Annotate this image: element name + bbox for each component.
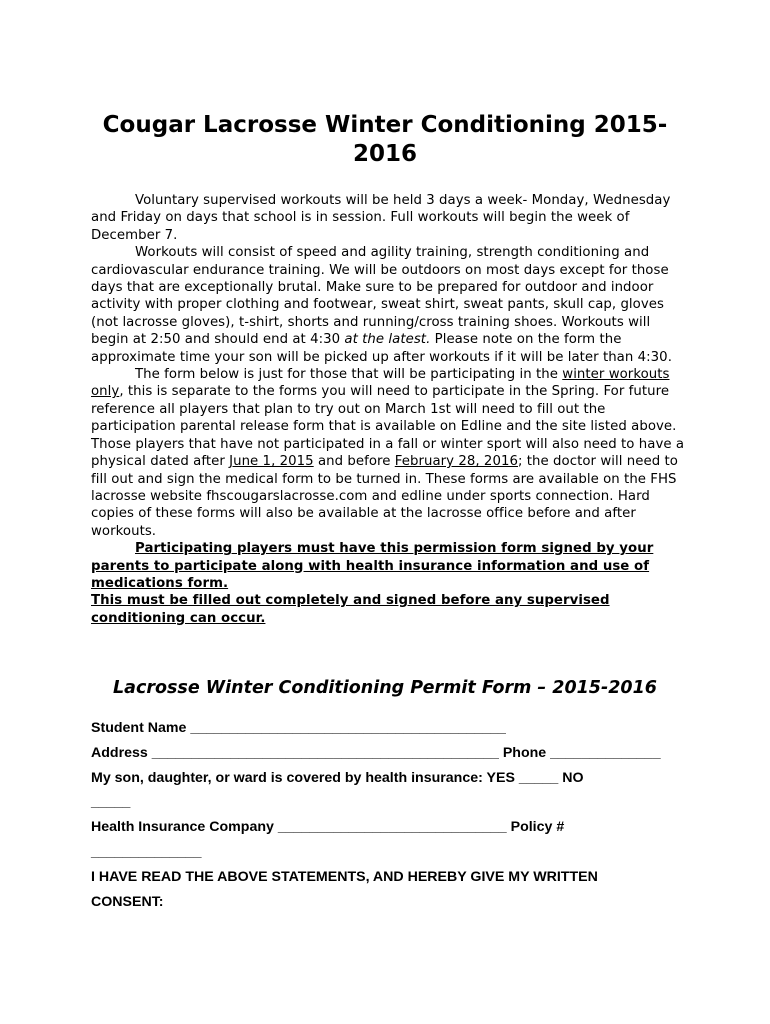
insurance-company-line-continued: ______________: [91, 843, 202, 860]
health-insurance-line-continued: _____: [91, 794, 131, 811]
bold-notice-completion: This must be filled out completely and signed before any supervised conditioning can occur.: [91, 593, 610, 626]
address-phone-line: Address ____________________________________________ Phone ______________: [91, 744, 661, 761]
italic-text: at the latest.: [344, 332, 431, 348]
consent-statement-continued: CONSENT:: [91, 893, 164, 910]
underlined-date: June 1, 2015: [229, 454, 314, 470]
paragraph-workout-schedule: Voluntary supervised workouts will be held 3 days a week- Monday, Wednesday and Friday on days that school is in session. Full workouts will begin the week of December 7.: [91, 193, 671, 243]
underlined-text: winter workouts only: [91, 367, 670, 400]
text-run: The form below is just for those that will be participating in the: [135, 367, 563, 383]
paragraph-workout-content: [91, 244, 691, 366]
health-insurance-line: My son, daughter, or ward is covered by health insurance: YES _____ NO: [91, 769, 584, 786]
student-name-line: Student Name ________________________________________: [91, 720, 506, 736]
permit-form-fields: [91, 716, 691, 914]
text-run: Please note on the form the approximate time your son will be picked up after workouts if it will be later than 4:30.: [91, 332, 672, 365]
consent-statement: I HAVE READ THE ABOVE STATEMENTS, AND HEREBY GIVE MY WRITTEN: [91, 868, 598, 885]
text-run: ; the doctor will need to fill out and sign the medical form to be turned in. These forms are available on the FHS lacrosse website fhscougarslacrosse.com and edline under sports connection. Hard copies of these forms will also be available at the lacrosse office before and after workouts.: [91, 454, 678, 539]
bold-notice-permission: Participating players must have this permission form signed by your parents to participate along with health insurance information and use of medications form.: [91, 541, 654, 591]
page-title: Cougar Lacrosse Winter Conditioning 2015-2016: [102, 112, 668, 167]
document-body: [91, 192, 691, 627]
insurance-company-line: Health Insurance Company _____________________________ Policy #: [91, 819, 565, 836]
underlined-date: February 28, 2016: [394, 454, 518, 470]
text-run: and before: [313, 454, 395, 470]
text-run: Workouts will consist of speed and agility training, strength conditioning and cardiovascular endurance training. We will be outdoors on most days except for those days that are exceptionally brutal. Make sure to be prepared for outdoor and indoor activity with proper clothing and footwear, sweat shirt, sweat pants, skull cap, gloves (not lacrosse gloves), t-shirt, shorts and running/cross training shoes. Workouts will begin at 2:50 and should end at 4:30: [91, 245, 669, 348]
form-title: Lacrosse Winter Conditioning Permit Form – 2015-2016: [113, 678, 657, 698]
text-run: , this is separate to the forms you will need to participate in the Spring. For future reference all players that plan to try out on March 1st will need to fill out the participation parental release form that is available on Edline and the site listed above. Those players that have not participated in a fall or winter sport will also need to have a physical dated after: [91, 384, 685, 470]
paragraph-form-requirements: [91, 366, 691, 540]
